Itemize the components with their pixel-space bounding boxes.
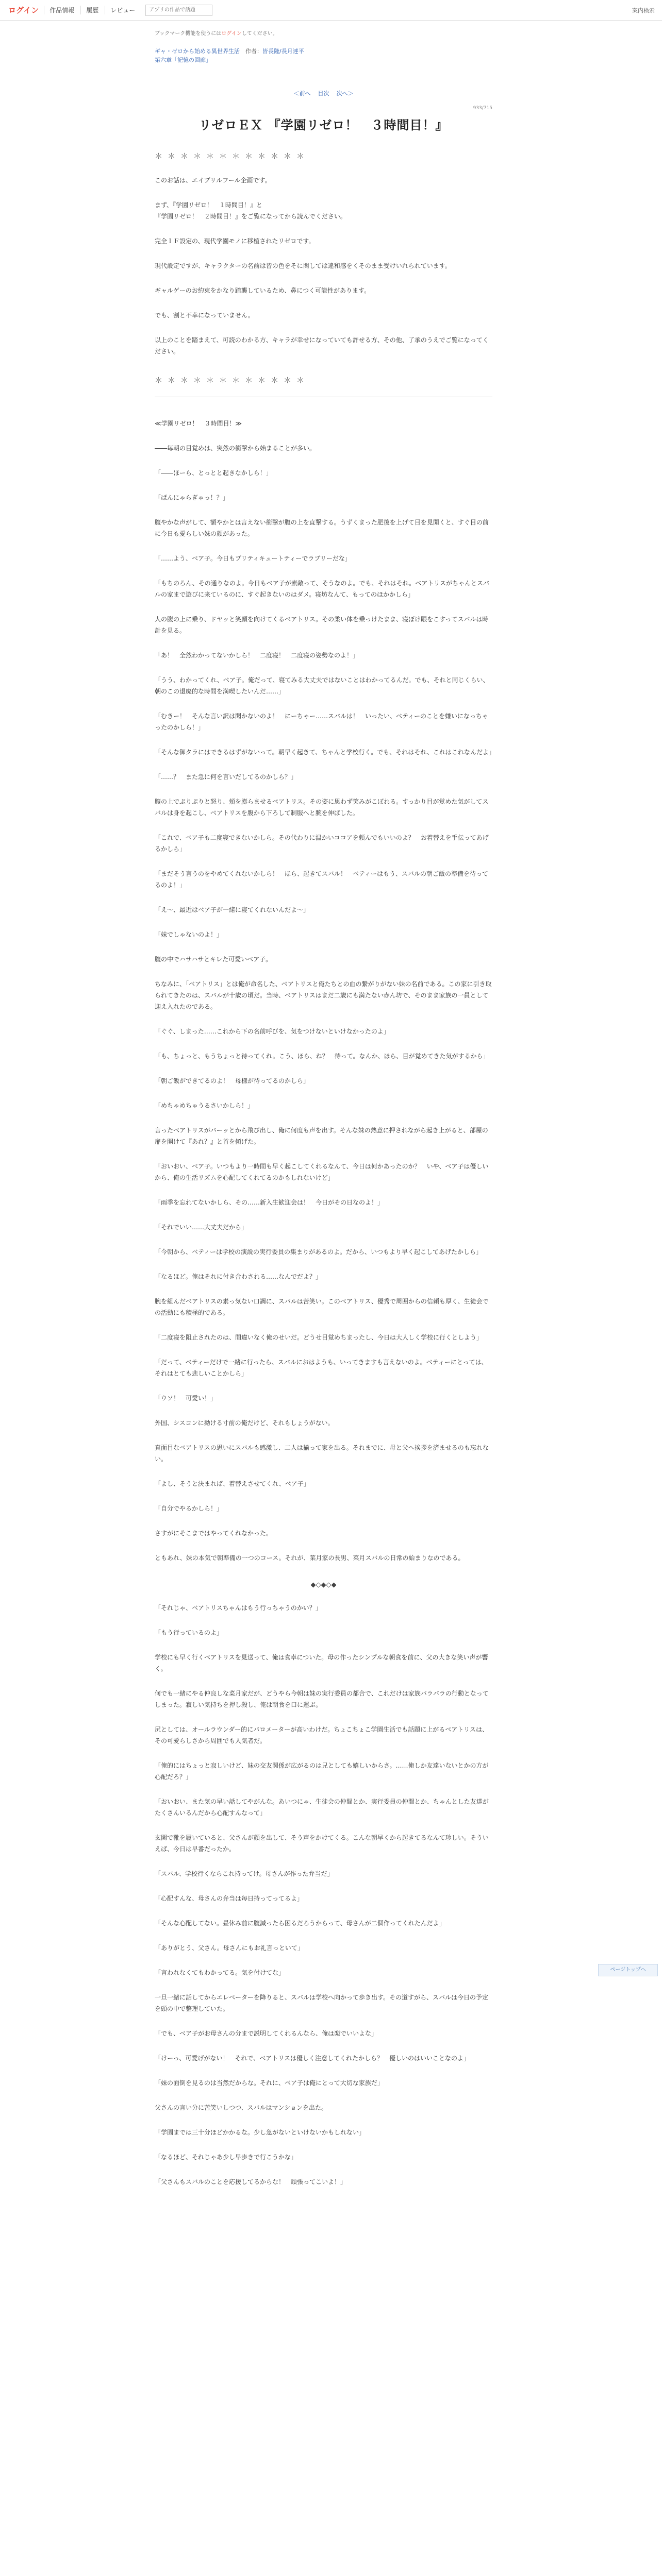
paragraph: 「言われなくてもわかってる。気を付けてな」 [155, 1969, 285, 1976]
paragraph: 「え～、最近はベア子が一緒に寝てくれないんだよ～」 [155, 906, 310, 913]
story-block-2 [155, 1602, 492, 2188]
paragraph: 言ったベアトリスがバーッとから飛び出し、俺に何度も声を出す。そんな妹の熱意に押されながら起き上がると、部屋の扉を開けて『あれ？』と首を傾げた。 [155, 1127, 488, 1145]
paragraph: 「ありがとう、父さん。母さんにもお礼言っといて」 [155, 1944, 304, 1952]
paragraph: ともあれ、妹の本気で朝準備の一つのコース。それが、菜月家の長男、菜月スバルの日常の始まりなのである。 [155, 1554, 465, 1562]
preface-block [155, 175, 492, 357]
paragraph: 「だって、ベティーだけで一緒に行ったら、スバルにおはようも、いってきますも言えないのよ。ベティーにとっては、それはとても悲しいことかしら」 [155, 1359, 488, 1377]
novel-content [155, 29, 495, 2188]
star-divider: ＊＊＊＊＊＊＊＊＊＊＊＊ [155, 151, 310, 161]
nav-history[interactable]: 履歴 [80, 6, 104, 14]
guide-search-link[interactable]: 案内検索 [632, 7, 655, 14]
episode-body [155, 150, 495, 2188]
author-link[interactable]: 皆長隆/長月達平 [262, 48, 304, 55]
top-navigation-bar [0, 0, 662, 21]
paragraph: 「――ほーら、とっとと起きなかしら！」 [155, 469, 272, 477]
paragraph: 「なるほど。俺はそれに付き合わされる……なんでだよ？」 [155, 1273, 322, 1280]
paragraph: 「……よう、ベア子。今日もプリティキュートティーでラブリーだな」 [155, 555, 351, 562]
paragraph: 「ぱんにゃらぎゃっ！？」 [155, 494, 229, 501]
paragraph: 「むきー！ そんな言い訳は聞かないのよ！ にーちゃー……スバルは！ いったい、ベティーのことを嫌いになっちゃったのかしら！」 [155, 713, 489, 731]
paragraph: でも、割と不幸になっていません。 [155, 312, 254, 319]
paragraph: 「ぐぐ、しまった……これから下の名前呼びを、気をつけないといけなかったのよ」 [155, 1028, 390, 1035]
paragraph: 「そんな御タラにはできるはずがないって。朝早く起きて、ちゃんと学校行く。でも、それはそれ、これはこれなんだよ」 [155, 749, 495, 756]
story-block-1 [155, 443, 495, 1564]
paragraph: 「よし、そうと決まれば、着替えさせてくれ、ベア子」 [155, 1480, 310, 1487]
paragraph: このお話は、エイプリルフール企画です。 [155, 177, 271, 184]
search-input[interactable] [145, 5, 212, 16]
paragraph: 「俺的にはちょっと寂しいけど、妹の交友関係が広がるのは兄としても嬉しいからさ。……俺しか友達いないとかの方が心配だろ？」 [155, 1762, 489, 1781]
pager [155, 89, 492, 97]
paragraph: ちなみに、「ベアトリス」とは俺が命名した、ベアトリスと俺たちとの血の繋がりがない妹の名前である。この家に引き取られてきたのは、スバルが十歳の頃だ。当時、ベアトリスはまだ二歳にも満たない赤ん坊で、そのまま家族の一員として迎え入れたのである。 [155, 980, 492, 1010]
paragraph: 「スバル、学校行くならこれ持ってけ。母さんが作った弁当だ」 [155, 1870, 334, 1877]
paragraph: さすがにそこまではやってくれなかった。 [155, 1530, 273, 1537]
paragraph: 何でも一緒にやる仲良しな菜月家だが、どうやら今朝は妹の実行委員の都合で、これだけは家族バラバラの行動となってしまった。寂しい気持ちを押し殺し、俺は朝食を口に運ぶ。 [155, 1690, 489, 1708]
paragraph: 「もちのろん、その通りなのよ。今日もベア子が素敵って、そうなのよ。でも、それはそれ。ベアトリスがちゃんとスバルの家まで遊びに来ているのに、すぐ起きないのはダメ。寝坊なんて、もってのほかかしら」 [155, 580, 489, 598]
bookmark-notice [155, 29, 492, 37]
nav-work-info[interactable]: 作品情報 [44, 6, 79, 14]
episode-title: リゼロＥＸ 『学園リゼロ！ ３時間目！』 [198, 117, 449, 132]
paragraph: 「妹でしゃないのよ！」 [155, 931, 223, 938]
paragraph: 「心配すんな、母さんの弁当は毎日持ってってるよ」 [155, 1895, 304, 1902]
episode-subtitle: ≪学園リゼロ！ ３時間目！≫ [155, 420, 242, 427]
paragraph: 「まだそう言うのをやめてくれないかしら！ ほら、起きてスバル！ ベティーはもう、スバルの朝ご飯の準備を待ってるのよ！」 [155, 870, 489, 889]
paragraph: 「も、ちょっと、もうちょっと待ってくれ。こう、ほら、ね？ 待って。なんか、ほら、目が覚めてきた気がするから」 [155, 1053, 489, 1060]
paragraph: 「もう行っているのよ」 [155, 1629, 223, 1636]
paragraph: 腹やかな声がして、額やかとは言えない衝撃が腹の上を直撃する。うずくまった肥後を上げて目を見開くと、すぐ目の前に今日も愛らしい妹の顔があった。 [155, 519, 489, 537]
paragraph: 人の腹の上に乗り、ドヤッと笑顔を向けてくるベアトリス。その柔い体を乗っけたまま、寝ぼけ眼をこすってスバルは時計を見る。 [155, 616, 489, 634]
login-link[interactable]: ログイン [8, 6, 39, 15]
paragraph: まず、『学園リゼロ！ １時間目！』と 『学園リゼロ！ ２時間目！』をご覧になってから読んでください。 [155, 201, 346, 220]
paragraph: 外国、シスコンに拗ける寸前の俺だけど、それもしょうがない。 [155, 1419, 334, 1427]
paragraph: 「……？ また急に何を言いだしてるのかしら？」 [155, 773, 297, 781]
paragraph: 「二度寝を阻止されたのは、間違いなく俺のせいだ。どうせ目覚めちまったし、今日は大人しく学校に行くとしよう」 [155, 1334, 483, 1341]
paragraph: 「自分でやるかしら！」 [155, 1505, 223, 1512]
paragraph: 「朝ご飯ができてるのよ！ 母様が待ってるのかしら」 [155, 1077, 310, 1084]
paragraph: 「学園までは三十分ほどかかるな。少し急がないといけないかもしれない」 [155, 2129, 366, 2136]
star-divider-2: ＊＊＊＊＊＊＊＊＊＊＊＊ [155, 376, 310, 385]
paragraph: 以上のことを踏まえて、可読のわかる方、キャラが幸せになっていても許せる方、その他、了承のうえでご覧になってください。 [155, 336, 489, 355]
page-number: 933/715 [473, 106, 492, 111]
paragraph: 「雨季を忘れてないかしら、その……新入生歓迎会は！ 今日がその日なのよ！」 [155, 1199, 384, 1206]
paragraph: 「めちゃめちゃうるさいかしら！」 [155, 1102, 254, 1109]
paragraph: 「おいおい、ベア子。いつもより一時間も早く起こしてくれるなんて、今日は何かあったのか？ いや、ベア子は優しいから、俺の生活リズムを心配してくれてるのかもしれないけど」 [155, 1163, 489, 1181]
paragraph: 現代設定ですが、キャラクターの名前は皆の色をそに関しては違和感をくそのまま受けいれられています。 [155, 262, 451, 269]
paragraph: 尻としては、オールラウンダー的にバロメーターが高いわけだ。ちょこちょこ学園生活でも話題に上がるベアトリスは、その可愛らしさから周囲でも人気者だ。 [155, 1726, 489, 1744]
paragraph: 腹の中でハサハサとキレた可愛いベア子。 [155, 956, 272, 963]
scene-separator: ◆◇◆◇◆ [310, 1581, 337, 1589]
paragraph: 「けーっ、可愛げがない！ それで、ベアトリスは優しく注意してくれたかしら？ 優しいのはいいことなのよ」 [155, 2055, 470, 2062]
notice-text-end: してください。 [241, 31, 278, 37]
paragraph: 「うう、わかってくれ、ベア子。俺だって、寝てみる大丈夫ではないことはわかってるんだ。でも、それと同じくらい、朝のこの退廃的な時間を満喫したいんだ……」 [155, 676, 489, 695]
next-page-link[interactable]: 次へ＞ [336, 90, 354, 97]
paragraph: 「そんな心配してない。昼休み前に腹減ったら困るだろうからって、母さんが二個作ってくれたんだよ」 [155, 1920, 445, 1927]
paragraph: 学校にも早く行くベアトリスを見送って、俺は食卓についた。母の作ったシンプルな朝食を前に、父の大きな笑い声が響く。 [155, 1654, 488, 1672]
paragraph: 「なるほど、それじゃあ少し早歩きで行こうかな」 [155, 2154, 297, 2161]
paragraph: ギャルゲーのお約束をかなり踏襲しているため、鼻につく可能性があります。 [155, 287, 371, 294]
paragraph: 「あ！ 全然わかってないかしら！ 二度寝！ 二度寝の姿勢なのよ！」 [155, 652, 359, 659]
paragraph: 「今朝から、ベティーは学校の演説の実行委員の集まりがあるのよ。だから、いつもより早く起こしてあげたかしら」 [155, 1248, 483, 1256]
author-label: 作者： [245, 48, 262, 55]
paragraph: 「妹の面倒を見るのは当然だからな。それに、ベア子は俺にとって大切な家族だ」 [155, 2079, 384, 2087]
paragraph: 「これで、ベア子も二度寝できないかしら。その代わりに温かいココアを頼んでもいいのよ？ お着替えを手伝ってあげるかしら」 [155, 834, 489, 853]
prev-page-link[interactable]: ＜前へ [293, 90, 311, 97]
main-nav [44, 6, 140, 14]
paragraph: 「でも、ベア子がお母さんの分まで説明してくれるんなら、俺は楽でいいよな」 [155, 2030, 378, 2037]
notice-text: ブックマーク機能を使うには [155, 31, 222, 37]
paragraph: 「ウソ！ 可愛い！」 [155, 1395, 217, 1402]
paragraph: 腕を組んだベアトリスの素っ気ない口調に、スバルは苦笑い。このベアトリス、優秀で周囲からの信頼も厚く、生徒会での活動にも積極的である。 [155, 1298, 489, 1316]
paragraph: 「それでいい……大丈夫だから」 [155, 1224, 248, 1231]
series-info [155, 47, 492, 64]
paragraph: 真面目なベアトリスの思いにスバルも感激し、二人は揃って家を出る。それまでに、母と父へ挨拶を済ませるのも忘れない。 [155, 1444, 489, 1463]
paragraph: 「おいおい、また気の早い話してやがんな。あいつにゃ、生徒会の仲間とか、実行委員の仲間とか、ちゃんとした友達がたくさんいるんだから心配すんなって」 [155, 1798, 489, 1817]
series-title[interactable]: ギャ・ゼロから始める異世界生活 [155, 48, 240, 55]
paragraph: 一旦一緒に話してからエレベーターを降りると、スバルは学校へ向かって歩き出す。その道すがら、スバルは今日の予定を頭の中で整理していた。 [155, 1994, 489, 2012]
paragraph: 腹の上でぷりぷりと怒り、頬を膨らませるベアトリス。その姿に思わず笑みがこぼれる。すっかり目が覚めた気がしてスバルは身を起こし、ベアトリスを腹から下ろして制服へと腕を伸ばした。 [155, 798, 489, 817]
paragraph: 「それじゃ、ベアトリスちゃんはもう行っちゃうのかい？」 [155, 1604, 322, 1612]
paragraph: ――毎朝の目覚めは、突然の衝撃から始まることが多い。 [155, 445, 316, 452]
chapter-title: 第六章「記憶の回廊」 [155, 57, 211, 63]
nav-review[interactable]: レビュー [105, 6, 140, 14]
page-top-button[interactable]: ページトップへ [598, 1964, 658, 1976]
paragraph: 完全ＩＦ設定の、現代学園モノに移植されたリゼロです。 [155, 238, 315, 245]
toc-link[interactable]: 目次 [318, 90, 329, 97]
paragraph: 「父さんもスバルのことを応援してるからな！ 頑張ってこいよ！」 [155, 2178, 347, 2185]
paragraph: 父さんの言い分に苦笑いしつつ、スバルはマンションを出た。 [155, 2104, 327, 2111]
paragraph: 玄関で靴を履いていると、父さんが顔を出して、そう声をかけてくる。こんな朝早くから起きてるなんて珍しい。そういえば、今日は早番だったか。 [155, 1834, 489, 1853]
notice-login-link[interactable]: ログイン [221, 31, 242, 37]
